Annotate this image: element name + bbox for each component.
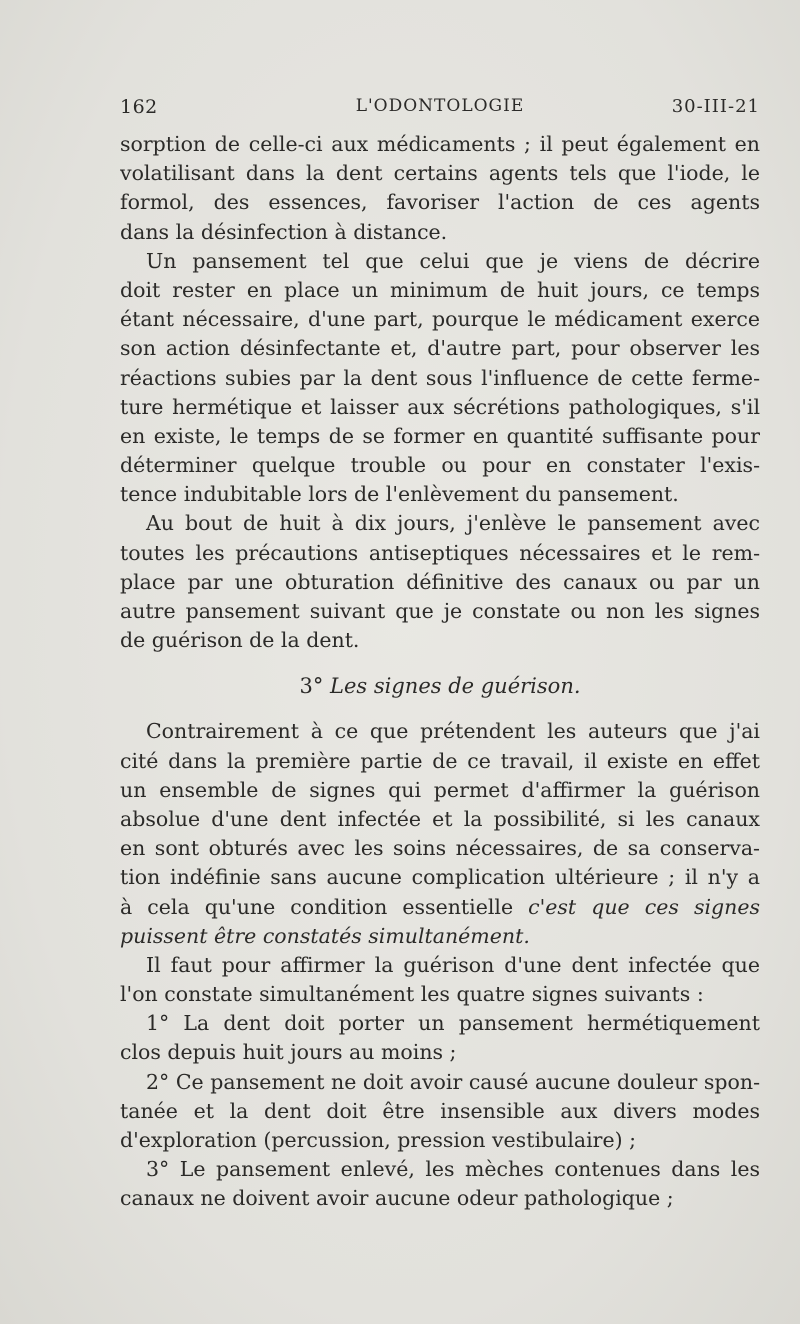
text-line [120, 451, 760, 480]
text-line [120, 597, 760, 626]
line-text: 2° Ce pansement ne doit avoir causé aucune douleur spon- [146, 1069, 760, 1094]
line-text: ture hermétique et laisser aux sécrétions pathologiques, s'il [120, 394, 760, 419]
text-line [120, 1155, 760, 1184]
text-line [120, 805, 760, 834]
text-line [120, 922, 760, 951]
line-text: tence indubitable lors de l'enlèvement du pansement. [120, 482, 679, 507]
text-line [120, 159, 760, 188]
line-text: son action désinfectante et, d'autre part, pour observer les [120, 336, 760, 361]
page-header [120, 96, 760, 122]
text-line [120, 393, 760, 422]
text-line [120, 1184, 760, 1213]
line-text: toutes les précautions antiseptiques nécessaires et le rem- [120, 540, 760, 565]
line-text: étant nécessaire, d'une part, pourque le médicament exerce [120, 307, 760, 332]
text-line [120, 539, 760, 568]
text-line [120, 305, 760, 334]
line-text: cité dans la première partie de ce travail, il existe en effet [120, 748, 760, 773]
line-text: tion indéfinie sans aucune complication ultérieure ; il n'y a [120, 865, 760, 890]
line-text: doit rester en place un minimum de huit jours, ce temps [120, 277, 760, 302]
line-text: l'on constate simultanément les quatre signes suivants : [120, 982, 704, 1007]
section-title: Les signes de guérison. [330, 674, 581, 699]
line-text: d'exploration (percussion, pression vestibulaire) ; [120, 1128, 637, 1152]
running-title: L'ODONTOLOGIE [355, 96, 525, 116]
line-text: déterminer quelque trouble ou pour en constater l'exis- [120, 453, 760, 478]
line-text: canaux ne doivent avoir aucune odeur pathologique ; [120, 1186, 674, 1211]
line-text: volatilisant dans la dent certains agents tels que l'iode, le [120, 161, 760, 186]
text-line [120, 247, 760, 276]
text-line [120, 1038, 760, 1067]
line-text: clos depuis huit jours au moins ; [120, 1040, 457, 1065]
text-line [120, 568, 760, 597]
text-line [120, 276, 760, 305]
line-text: dans la désinfection à distance. [120, 219, 448, 244]
line-text: absolue d'une dent infectée et la possibilité, si les canaux [120, 806, 760, 831]
line-text: de guérison de la dent. [120, 628, 360, 653]
text-line [120, 834, 760, 863]
issue-date: 30-III-21 [671, 96, 760, 117]
section-number: 3° [299, 674, 324, 699]
text-line [120, 364, 760, 393]
line-text: Un pansement tel que celui que je viens de décrire [146, 248, 760, 273]
text-block-before-heading [120, 130, 760, 655]
text-line [120, 1126, 760, 1155]
line-text: formol, des essences, favoriser l'action de ces agents [120, 190, 760, 215]
text-line [120, 188, 760, 217]
line-text: 3° Le pansement enlevé, les mèches contenues dans les [146, 1157, 760, 1182]
text-line [120, 218, 760, 247]
line-text: autre pansement suivant que je constate ou non les signes [120, 599, 760, 623]
text-line [120, 1068, 760, 1097]
line-text: tanée et la dent doit être insensible aux divers modes [120, 1098, 760, 1123]
line-italic-text: c'est que ces signes [528, 894, 760, 919]
text-line [120, 863, 760, 892]
text-line [120, 980, 760, 1009]
text-line [120, 480, 760, 509]
line-italic-text: puissent être constatés simultanément. [120, 923, 530, 948]
text-line [120, 422, 760, 451]
text-block-after-heading [120, 717, 760, 1213]
text-line [120, 1009, 760, 1038]
section-heading [120, 655, 760, 717]
line-text: à cela qu'une condition essentielle [120, 894, 514, 919]
text-line [120, 626, 760, 655]
text-line [120, 1097, 760, 1126]
line-text: Au bout de huit à dix jours, j'enlève le pansement avec [146, 511, 760, 536]
text-line [120, 717, 760, 746]
text-line [120, 776, 760, 805]
text-line [120, 334, 760, 363]
line-text: Il faut pour affirmer la guérison d'une dent infectée que [146, 952, 760, 977]
line-text: un ensemble de signes qui permet d'affirmer la guérison [120, 777, 760, 802]
line-text: réactions subies par la dent sous l'influence de cette ferme- [120, 365, 760, 390]
text-line [120, 509, 760, 538]
page-number: 162 [120, 96, 158, 118]
line-text: en sont obturés avec les soins nécessaires, de sa conserva- [120, 836, 760, 861]
line-text: Contrairement à ce que prétendent les auteurs que j'ai [146, 719, 760, 744]
line-text: en existe, le temps de se former en quantité suffisante pour [120, 423, 760, 448]
line-text: sorption de celle-ci aux médicaments ; il peut également en [120, 132, 760, 156]
line-text: 1° La dent doit porter un pansement hermétiquement [146, 1011, 760, 1036]
line-text: place par une obturation définitive des canaux ou par un [120, 569, 760, 594]
text-line [120, 747, 760, 776]
text-line [120, 893, 760, 922]
text-line [120, 130, 760, 159]
text-line [120, 951, 760, 980]
page-body [120, 130, 760, 1214]
